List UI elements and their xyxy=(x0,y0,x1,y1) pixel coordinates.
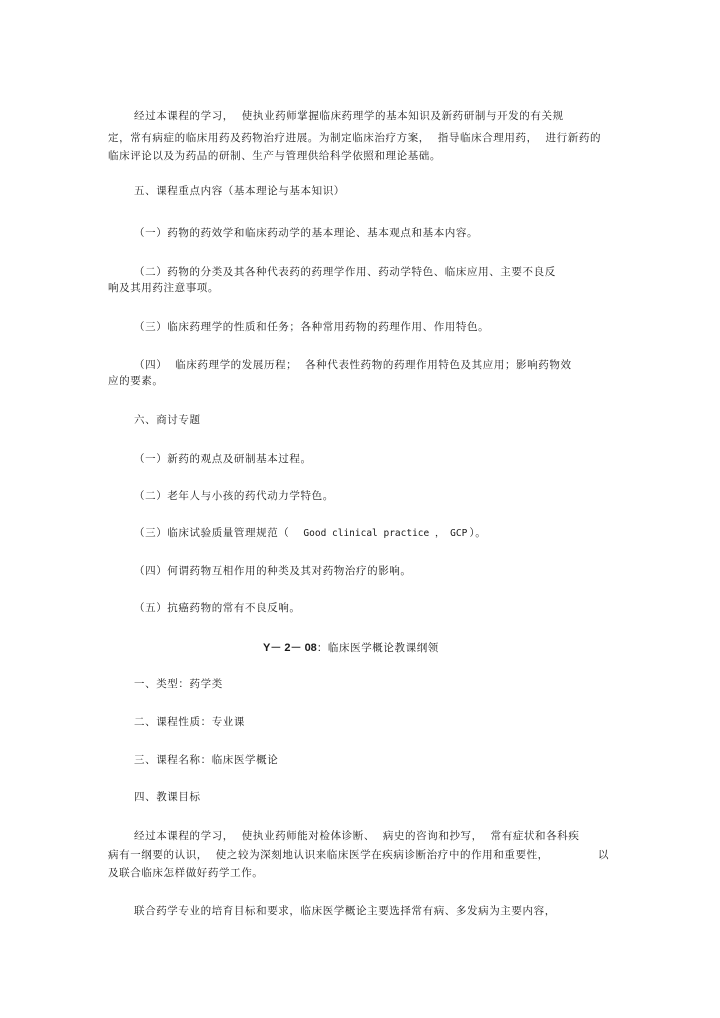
syllabus-nature: 二、课程性质：专业课 xyxy=(134,716,245,728)
sec5-item-2-line-2: 响及其用药注意事项。 xyxy=(108,282,219,294)
sec6-item-2: （二）老年人与小孩的药代动力学特色。 xyxy=(134,490,334,502)
sec4-paragraph-line-1: 经过本课程的学习， 使执业药师掌握临床药理学的基本知识及新药研制与开发的有关规 xyxy=(134,110,564,122)
syllabus-goal-line-2: 病有一纲要的认识， 使之较为深刻地认识来临床医学在疾病诊断治疗中的作用和重要性， xyxy=(108,849,549,861)
sec6-item-4: （四）何谓药物互相作用的种类及其对药物治疗的影响。 xyxy=(134,565,412,577)
syllabus-goal-heading: 四、教课目标 xyxy=(134,791,201,803)
syllabus-code: Y－ 2－ 08 xyxy=(263,642,317,654)
syllabus-goal-line-4: 联合药学专业的培育目标和要求，临床医学概论主要选择常有病、多发病为主要内容， xyxy=(134,905,556,917)
sec5-item-4-line-2: 应的要素。 xyxy=(108,375,164,387)
syllabus-goal-line-3: 及联合临床怎样做好药学工作。 xyxy=(108,867,264,879)
sec6-item-3-suffix: ）。 xyxy=(469,527,487,539)
sec5-item-1: （一）药物的药效学和临床药动学的基本理论、基本观点和基本内容。 xyxy=(134,227,479,239)
syllabus-title-text: ：临床医学概论教课纲领 xyxy=(316,642,439,654)
syllabus-course-name: 三、课程名称：临床医学概论 xyxy=(134,754,279,766)
syllabus-title xyxy=(263,641,439,655)
sec5-item-2-line-1: （二）药物的分类及其各种代表药的药理学作用、药动学特色、临床应用、主要不良反 xyxy=(134,266,556,278)
sec6-item-3-prefix: （三）临床试验质量管理规范（ xyxy=(134,527,290,539)
sec4-paragraph-line-2: 定，常有病症的临床用药及药物治疗进展。为制定临床治疗方案， 指导临床合理用药， 进行新药的 xyxy=(108,132,602,144)
sec5-item-4-line-1: （四） 临床药理学的发展历程； 各种代表性药物的药理作用特色及其应用；影响药物效 xyxy=(134,359,572,371)
sec4-paragraph-line-3: 临床评论以及为药品的研制、生产与管理供给科学依照和理论基础。 xyxy=(108,150,441,162)
gcp-term: Good clinical practice ， GCP xyxy=(303,528,468,539)
sec6-item-1: （一）新药的观点及研制基本过程。 xyxy=(134,453,312,465)
syllabus-goal-line-2-end: 以 xyxy=(598,849,610,861)
syllabus-type: 一、类型：药学类 xyxy=(134,678,223,690)
sec5-heading: 五、课程重点内容（基本理论与基本知识） xyxy=(134,185,345,197)
sec6-item-3 xyxy=(134,526,486,541)
syllabus-goal-line-1: 经过本课程的学习， 使执业药师能对检体诊断、 病史的咨询和抄写， 常有症状和各科疾 xyxy=(134,830,580,842)
sec5-item-3: （三）临床药理学的性质和任务；各种常用药物的药理作用、作用特色。 xyxy=(134,321,490,333)
sec6-item-5: （五）抗癌药物的常有不良反响。 xyxy=(134,602,301,614)
sec6-heading: 六、商讨专题 xyxy=(134,414,201,426)
